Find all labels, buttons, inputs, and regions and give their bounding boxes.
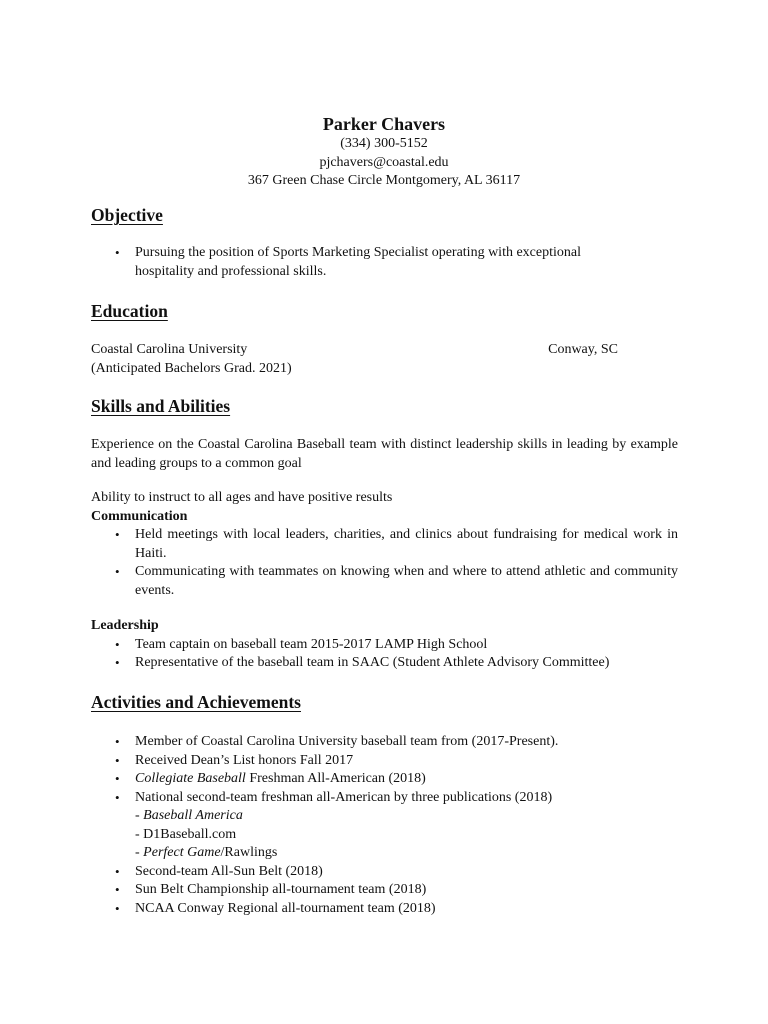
list-item: [91, 733, 678, 752]
resume-header: [0, 113, 768, 191]
list-item: [91, 900, 678, 919]
communication-list: [91, 526, 678, 600]
bullet-icon: •: [115, 900, 120, 916]
phone-number: (334) 300-5152: [340, 136, 428, 151]
communication-label: Communication: [91, 508, 188, 524]
leadership-list: [91, 636, 678, 673]
list-item: [91, 863, 678, 882]
bullet-icon: •: [115, 863, 120, 879]
bullet-icon: •: [115, 245, 120, 260]
list-item: [91, 636, 678, 655]
skills-paragraph-experience: Experience on the Coastal Carolina Baseball team with distinct leadership skills in leading by example and leading groups to a common goal: [91, 437, 678, 471]
objective-heading: Objective: [91, 205, 163, 225]
bullet-icon: •: [115, 527, 120, 542]
education-heading: Education: [91, 301, 168, 321]
communication-item-text: Communicating with teammates on knowing when and where to attend athletic and community events.: [135, 564, 678, 598]
bullet-icon: •: [115, 752, 120, 768]
activity-text: Member of Coastal Carolina University baseball team from (2017-Present).: [135, 734, 559, 749]
leadership-item-text: Representative of the baseball team in SAAC (Student Athlete Advisory Committee): [135, 655, 610, 670]
objective-section: [91, 204, 678, 281]
bullet-icon: •: [115, 564, 120, 579]
activities-section: [91, 691, 678, 918]
email-address: pjchavers@coastal.edu: [319, 154, 449, 170]
activity-text: Freshman All-American (2018): [245, 771, 426, 786]
list-item: [91, 789, 678, 863]
publication-line: [135, 844, 678, 863]
dash-prefix: -: [135, 845, 144, 860]
bullet-icon: •: [115, 789, 120, 805]
activity-text: National second-team freshman all-American by three publications (2018): [135, 789, 553, 805]
bullet-icon: •: [115, 882, 120, 897]
skills-heading: Skills and Abilities: [91, 396, 231, 416]
publication-suffix: /Rawlings: [220, 845, 278, 860]
publication-line: - D1Baseball.com: [135, 826, 237, 842]
bullet-icon: •: [115, 636, 120, 652]
publication-title: Baseball America: [143, 808, 243, 823]
activity-text: Sun Belt Championship all-tournament team (2018): [135, 882, 427, 897]
candidate-name: Parker Chavers: [322, 114, 446, 134]
bullet-icon: •: [115, 734, 120, 749]
objective-text: Pursuing the position of Sports Marketing Specialist operating with exceptional hospitality and professional skills.: [135, 245, 581, 279]
publication-title: Perfect Game: [143, 845, 221, 860]
communication-item-text: Held meetings with local leaders, charities, and clinics about fundraising for medical work in Haiti.: [135, 527, 678, 561]
list-item: [91, 770, 678, 789]
skills-paragraph-instruct: Ability to instruct to all ages and have positive results: [91, 490, 393, 505]
publication-line: [135, 807, 678, 826]
school-name: Coastal Carolina University: [91, 342, 248, 357]
activities-heading: Activities and Achievements: [91, 692, 301, 712]
list-item: [91, 881, 678, 900]
list-item: [91, 752, 678, 771]
activity-text: Second-team All-Sun Belt (2018): [135, 863, 323, 879]
education-row: [91, 341, 618, 360]
list-item: [91, 654, 678, 673]
list-item: [91, 526, 678, 563]
activities-list: [91, 733, 678, 918]
list-item: [91, 244, 678, 281]
activity-text: Received Dean’s List honors Fall 2017: [135, 752, 354, 768]
education-section: [91, 300, 678, 378]
graduation-date: (Anticipated Bachelors Grad. 2021): [91, 360, 292, 376]
objective-list: [91, 244, 678, 281]
skills-section: [91, 395, 678, 673]
leadership-label: Leadership: [91, 618, 159, 633]
publication-title: Collegiate Baseball: [135, 771, 246, 786]
dash-prefix: -: [135, 808, 144, 823]
leadership-item-text: Team captain on baseball team 2015-2017 LAMP High School: [135, 636, 488, 652]
school-location: Conway, SC: [548, 342, 618, 357]
activity-text: NCAA Conway Regional all-tournament team (2018): [135, 900, 436, 916]
list-item: [91, 563, 678, 600]
mailing-address: 367 Green Chase Circle Montgomery, AL 36117: [247, 173, 521, 188]
bullet-icon: •: [115, 771, 120, 786]
bullet-icon: •: [115, 655, 120, 670]
